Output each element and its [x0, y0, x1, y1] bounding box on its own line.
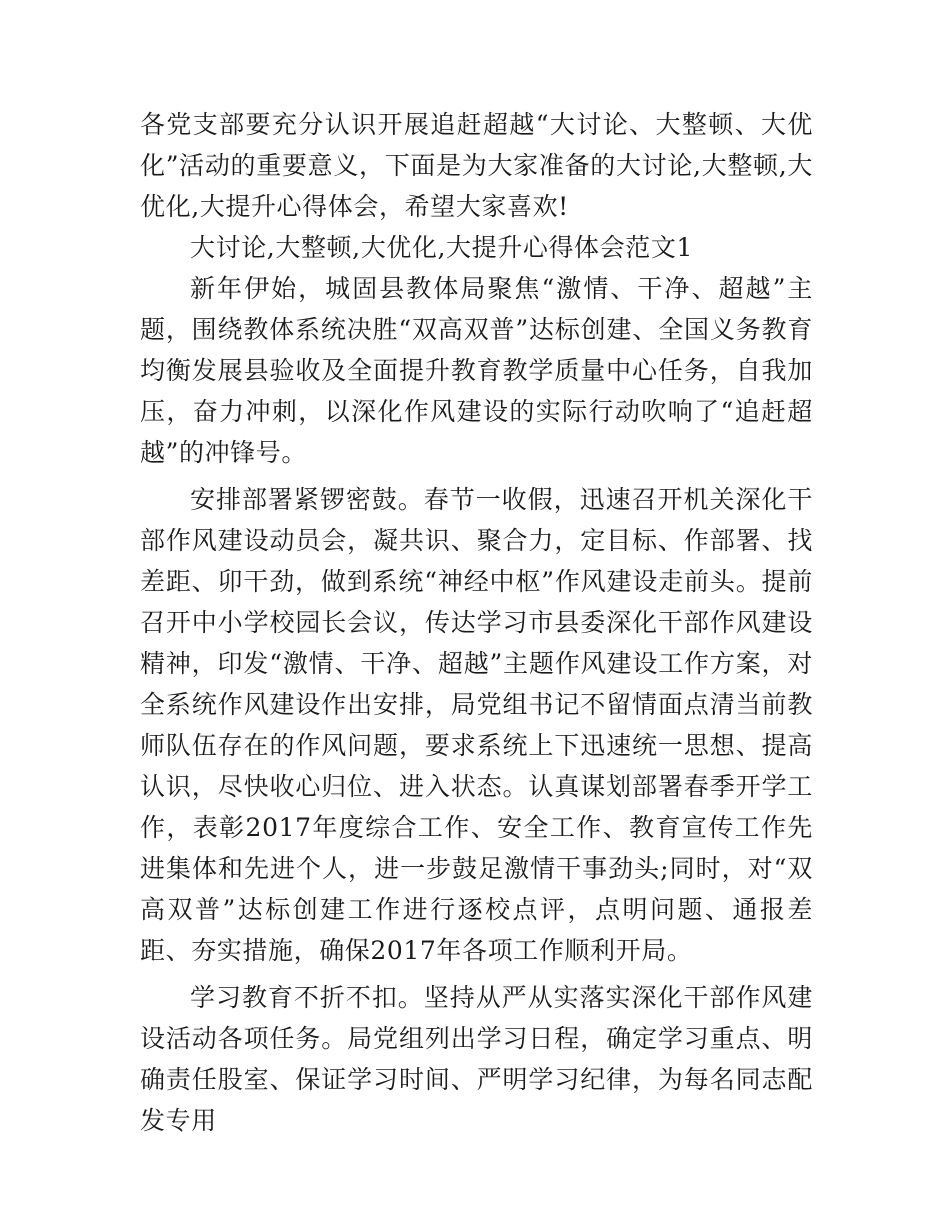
section-heading: 大讨论,大整顿,大优化,大提升心得体会范文1: [190, 233, 693, 262]
body-paragraph: 安排部署紧锣密鼓。春节一收假，迅速召开机关深化干部作风建设动员会，凝共识、聚合力，定目标、作部署、找差距、卯干劲，做到系统“神经中枢”作风建设走前头。提前召开中小学校园长会议，传达学习市县委深化干部作风建设精神，印发“激情、干净、超越”主题作风建设工作方案，对全系统作风建设作出安排，局党组书记不留情面点清当前教师队伍存在的作风问题，要求系统上下迅速统一思想、提高认识，尽快收心归位、进入状态。认真谋划部署春季开学工作，表彰2017年度综合工作、安全工作、教育宣传工作先进集体和先进个人，进一步鼓足激情干事劲头;同时，对“双高双普”达标创建工作进行逐校点评，点明问题、通报差距、夯实措施，确保2017年各项工作顺利开局。: [140, 485, 813, 965]
intro-paragraph: 各党支部要充分认识开展追赶超越“大讨论、大整顿、大优化”活动的重要意义，下面是为大家准备的大讨论,大整顿,大优化,大提升心得体会，希望大家喜欢!: [140, 110, 813, 221]
body-paragraph: 新年伊始，城固县教体局聚焦“激情、干净、超越”主题，围绕教体系统决胜“双高双普”达标创建、全国义务教育均衡发展县验收及全面提升教育教学质量中心任务，自我加压，奋力冲刺，以深化作风建设的实际行动吹响了“追赶超越”的冲锋号。: [140, 274, 813, 467]
document-body: [140, 104, 813, 1141]
body-paragraph: 学习教育不折不扣。坚持从严从实落实深化干部作风建设活动各项任务。局党组列出学习日程，确定学习重点、明确责任股室、保证学习时间、严明学习纪律，为每名同志配发专用: [140, 983, 813, 1135]
